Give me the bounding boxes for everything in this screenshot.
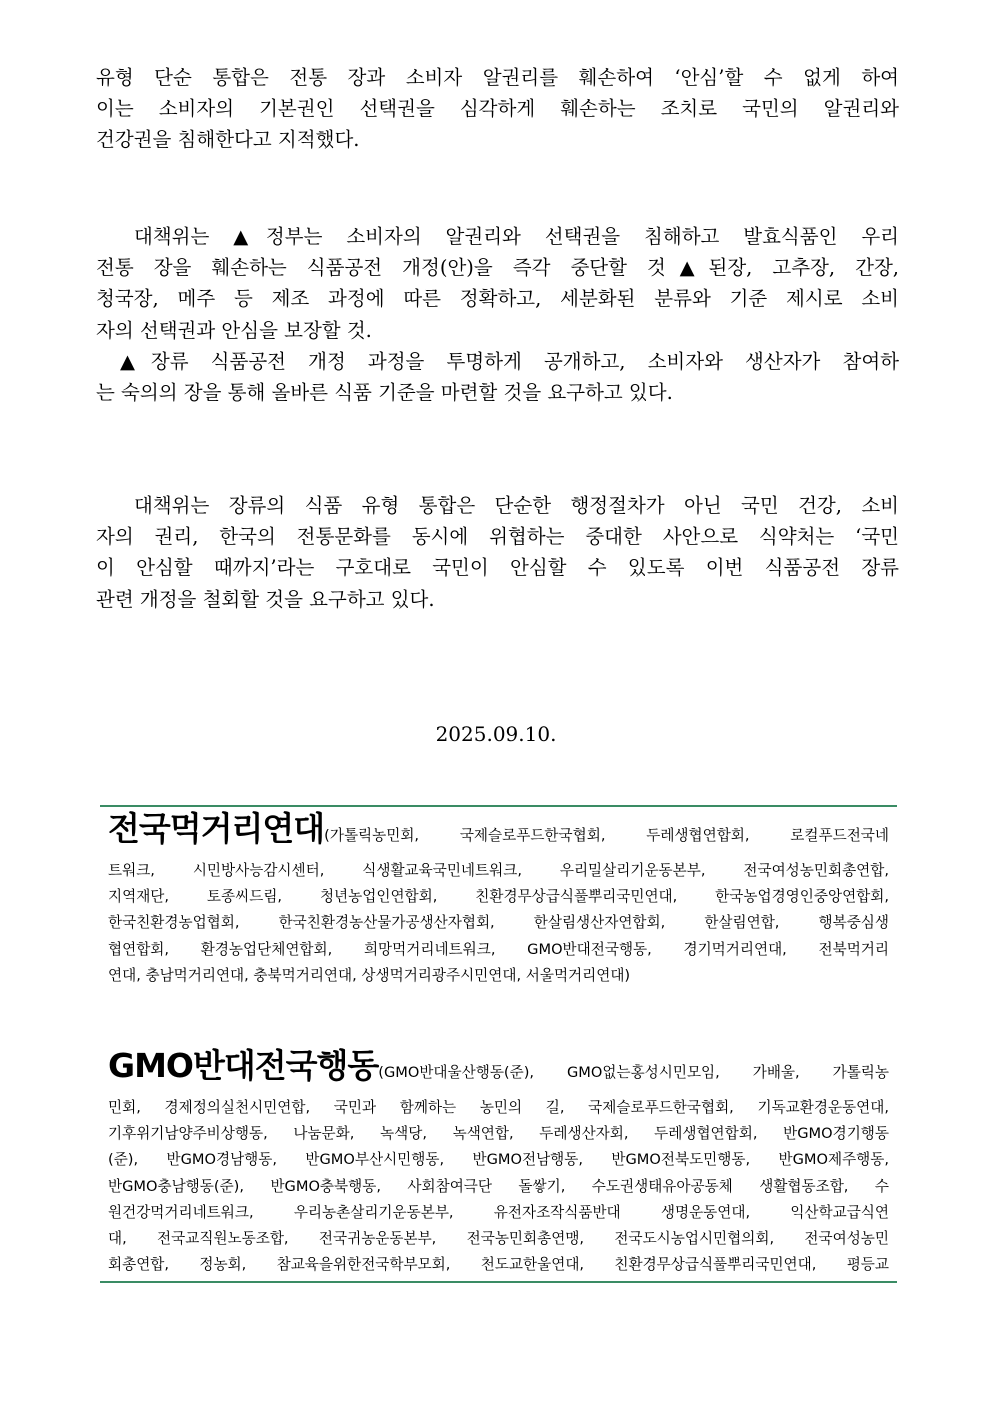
date: 2025.09.10.	[435, 722, 557, 746]
org-members-start: (GMO반대울산행동(준), GMO없는홍성시민모임, 가배울, 가톨릭농	[378, 1064, 889, 1081]
text-line: 민회, 경제정의실천시민연합, 국민과 함께하는 농민의 길, 국제슬로푸드한국협회, 기독교환경운동연대,	[108, 1099, 889, 1116]
paragraph-2	[96, 221, 899, 408]
text-line: 반GMO충남행동(준), 반GMO충북행동, 사회참여극단 돌쌓기, 수도권생태유아공동체 생활협동조합, 수	[108, 1177, 889, 1195]
org-list-2	[108, 1044, 889, 1278]
text-line: 자의 권리, 한국의 전통문화를 동시에 위협하는 중대한 사안으로 식약처는 ‘국민	[96, 525, 899, 549]
org-members-start: (가톨릭농민회, 국제슬로푸드한국협회, 두레생협연합회, 로컬푸드전국네	[324, 827, 889, 844]
text-line: 대책위는 장류의 식품 유형 통합은 단순한 행정절차가 아닌 국민 건강, 소비	[134, 494, 899, 517]
text-line: 대책위는 ▲정부는 소비자의 알권리와 선택권을 침해하고 발효식품인 우리	[134, 225, 899, 248]
text-line: 연대, 충남먹거리연대, 충북먹거리연대, 상생먹거리광주시민연대, 서울먹거리연대)	[108, 966, 631, 984]
text-line: 트워크, 시민방사능감시센터, 식생활교육국민네트워크, 우리밀살리기운동본부, 전국여성농민회총연합,	[108, 862, 889, 879]
paragraph-1	[96, 62, 899, 156]
text-line: 이 안심할 때까지’라는 구호대로 국민이 안심할 수 있도록 이번 식품공전 장류	[96, 556, 899, 580]
paragraph-3	[96, 490, 899, 615]
text-line: (준), 반GMO경남행동, 반GMO부산시민행동, 반GMO전남행동, 반GMO전북도민행동, 반GMO제주행동,	[108, 1151, 889, 1169]
divider-bottom	[100, 1281, 897, 1283]
text-line: 이는 소비자의 기본권인 선택권을 심각하게 훼손하는 조치로 국민의 알권리와	[96, 97, 899, 121]
org-list-1	[108, 807, 889, 989]
text-line: 는 숙의의 장을 통해 올바른 식품 기준을 마련할 것을 요구하고 있다.	[96, 381, 673, 405]
text-line: 회총연합, 정농회, 참교육을위한전국학부모회, 천도교한울연대, 친환경무상급식풀뿌리국민연대, 평등교	[108, 1256, 889, 1274]
text-line: 유형 단순 통합은 전통 장과 소비자 알권리를 훼손하여 ‘안심’할 수 없게 하여	[96, 66, 899, 89]
text-line: 대, 전국교직원노동조합, 전국귀농운동본부, 전국농민회총연맹, 전국도시농업시민협의회, 전국여성농민	[108, 1230, 889, 1248]
org-name: GMO반대전국행동	[108, 1046, 379, 1085]
text-line: 자의 선택권과 안심을 보장할 것.	[96, 318, 372, 342]
text-line: 청국장, 메주 등 제조 과정에 따른 정확하고, 세분화된 분류와 기준 제시로 소비	[96, 287, 899, 311]
text-line: 지역재단, 토종씨드림, 청년농업인연합회, 친환경무상급식풀뿌리국민연대, 한국농업경영인중앙연합회,	[108, 888, 889, 906]
text-line: 원건강먹거리네트워크, 우리농촌살리기운동본부, 유전자조작식품반대 생명운동연대, 익산학교급식연	[108, 1203, 889, 1221]
text-line: 관련 개정을 철회할 것을 요구하고 있다.	[96, 587, 435, 611]
text-line: 협연합회, 환경농업단체연합회, 희망먹거리네트워크, GMO반대전국행동, 경기먹거리연대, 전북먹거리	[108, 940, 889, 958]
text-line: 전통 장을 훼손하는 식품공전 개정(안)을 즉각 중단할 것▲된장, 고추장, 간장,	[96, 256, 899, 280]
text-line: 한국친환경농업협회, 한국친환경농산물가공생산자협회, 한살림생산자연합회, 한살림연합, 행복중심생	[108, 914, 889, 932]
org-header-line	[108, 1044, 889, 1095]
org-header-line	[108, 807, 889, 858]
text-line: ▲장류 식품공전 개정 과정을 투명하게 공개하고, 소비자와 생산자가 참여하	[120, 349, 899, 373]
text-line: 건강권을 침해한다고 지적했다.	[96, 128, 360, 152]
org-name: 전국먹거리연대	[108, 809, 325, 848]
text-line: 기후위기남양주비상행동, 나눔문화, 녹색당, 녹색연합, 두레생산자회, 두레생협연합회, 반GMO경기행동	[108, 1125, 889, 1143]
